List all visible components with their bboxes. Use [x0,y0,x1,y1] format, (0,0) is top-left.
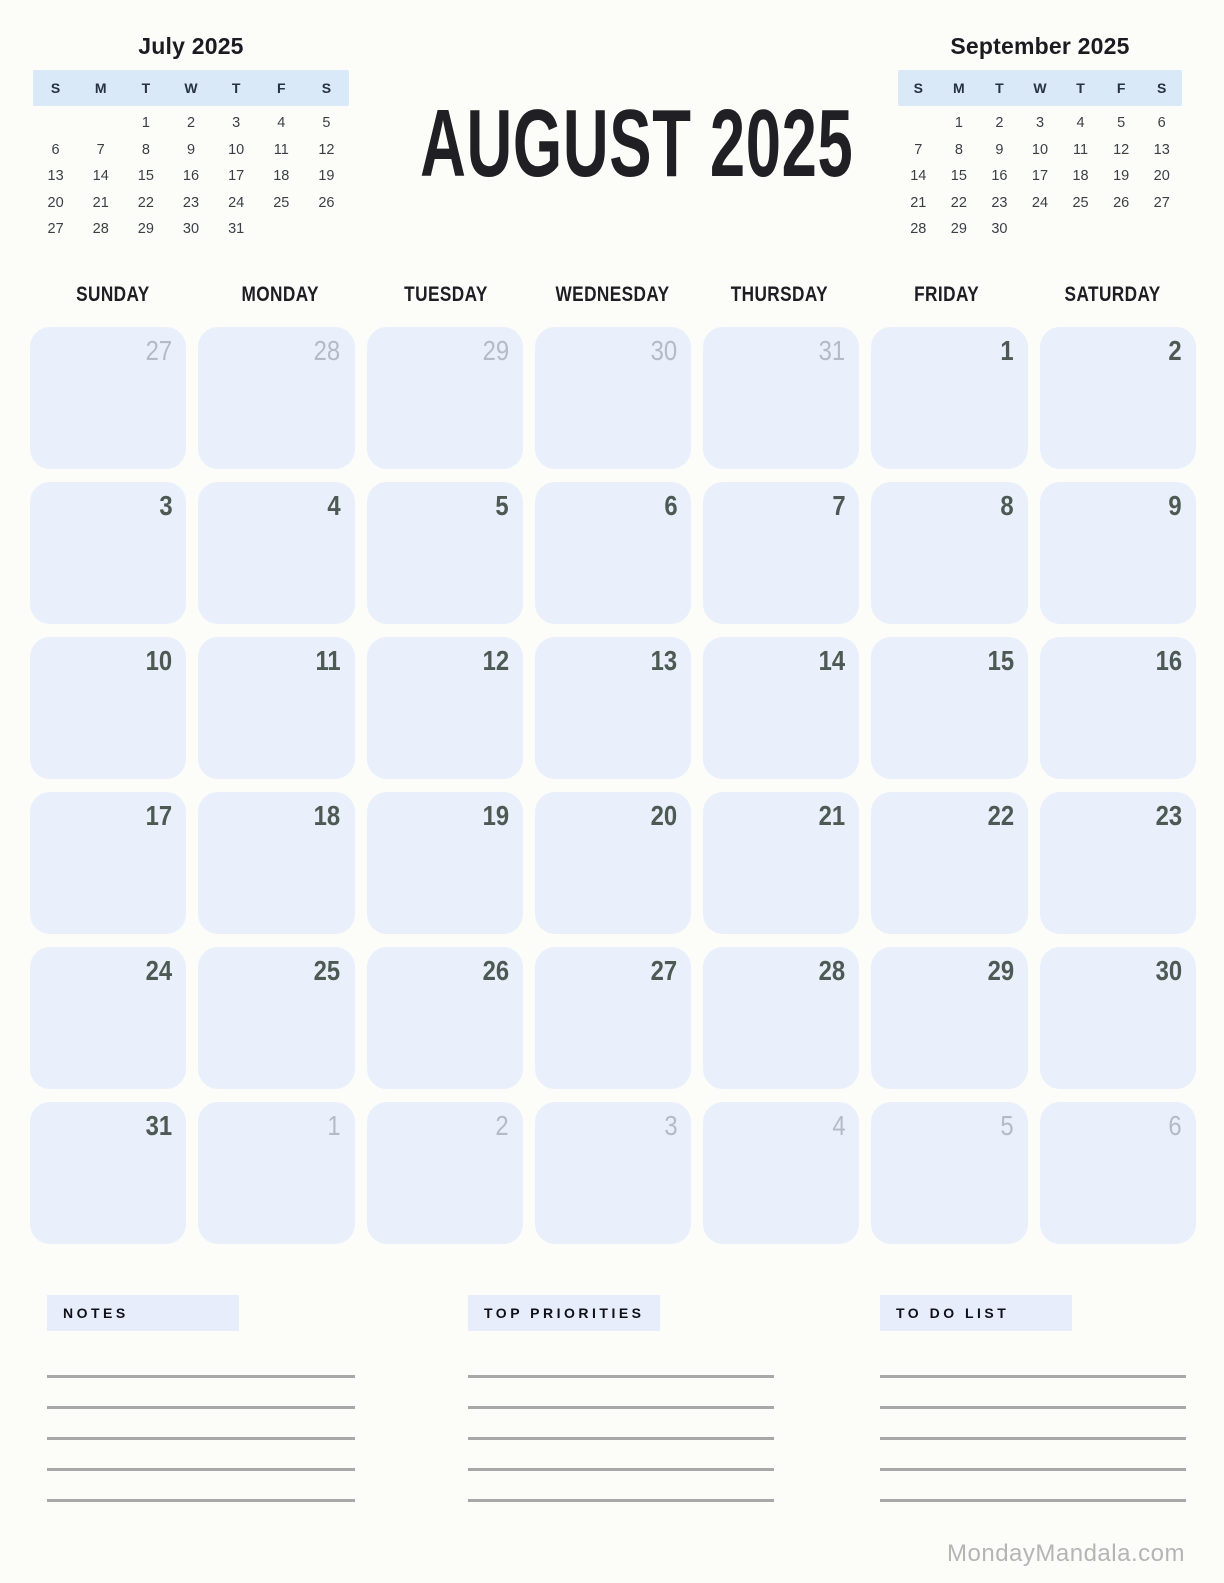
section-label: TO DO LIST [896,1305,1010,1321]
mini-day-number: 13 [1153,141,1170,158]
mini-day-number: 7 [914,141,923,158]
mini-calendar-september [898,30,1182,243]
weekday-header-label: MONDAY [241,283,319,306]
day-cell-8 [871,482,1027,624]
day-cell-6-outside [1040,1102,1196,1244]
day-cell-2-outside [367,1102,523,1244]
writing-line [880,1499,1186,1502]
weekday-header-friday [863,283,1030,307]
day-cell-10 [30,637,186,779]
day-cell-14 [703,637,859,779]
mini-day-number: 22 [137,194,154,211]
mini-day-number: 4 [277,115,286,132]
mini-day-number: 3 [232,115,241,132]
mini-weekday-label: T [141,80,151,96]
day-cell-17 [30,792,186,934]
mini-weekday-label: S [321,80,332,96]
day-number: 3 [159,490,173,521]
mini-day-number: 16 [182,168,200,185]
day-number: 27 [650,955,678,986]
writing-lines [880,1375,1186,1502]
section-label: TOP PRIORITIES [484,1305,645,1321]
mini-calendar-title-july: July 2025 [138,33,244,59]
day-cell-18 [198,792,354,934]
weekday-header-label: TUESDAY [404,283,489,306]
day-number: 2 [1168,335,1182,366]
mini-day-number: 23 [991,194,1008,211]
mini-day-number: 28 [910,221,927,238]
day-cell-16 [1040,637,1196,779]
day-cell-29 [871,947,1027,1089]
mini-day-number: 23 [182,194,200,211]
mini-day-number: 14 [910,168,927,185]
day-number: 2 [495,1110,509,1141]
writing-line [468,1468,774,1471]
mini-day-number: 17 [1031,168,1049,185]
section-label-chip [47,1295,239,1331]
writing-lines [47,1375,355,1502]
section-label: NOTES [63,1305,129,1321]
mini-day-number: 22 [950,194,967,211]
day-cell-7 [703,482,859,624]
mini-day-number: 20 [47,194,64,211]
mini-calendar-title-september: September 2025 [950,33,1130,59]
day-cell-29-outside [367,327,523,469]
day-number: 20 [650,800,678,831]
mini-day-number: 24 [1031,194,1049,211]
day-number: 28 [818,955,846,986]
day-number: 25 [314,955,341,986]
mini-day-number: 27 [1153,194,1170,211]
day-cell-1 [871,327,1027,469]
page-title: AUGUST 2025 [420,90,854,197]
day-number: 6 [1168,1110,1182,1141]
mini-day-number: 21 [910,194,927,211]
day-cell-27-outside [30,327,186,469]
mini-weekday-label: T [1076,80,1085,96]
day-number: 12 [482,645,509,676]
day-cell-30-outside [535,327,691,469]
mini-day-number: 8 [141,141,150,158]
day-number: 11 [315,645,341,676]
day-cell-3 [30,482,186,624]
day-number: 27 [145,335,173,366]
mini-day-number: 1 [141,115,150,132]
mini-weekday-label: M [94,80,107,96]
mini-weekday-label: S [913,80,923,96]
day-number: 1 [1000,335,1014,366]
mini-day-number: 4 [1076,115,1085,132]
mini-day-number: 15 [137,168,154,185]
day-number: 8 [1000,490,1014,521]
mini-day-number: 29 [137,221,154,238]
mini-day-number: 1 [954,115,963,132]
day-number: 4 [327,490,341,521]
day-number: 24 [145,955,173,986]
writing-line [880,1468,1186,1471]
day-number: 28 [314,335,341,366]
day-cell-19 [367,792,523,934]
writing-line [47,1468,355,1471]
mini-weekday-label: W [1033,80,1047,96]
day-cell-24 [30,947,186,1089]
mini-day-number: 19 [318,168,335,185]
weekday-header-monday [197,283,364,307]
day-number: 9 [1168,490,1182,521]
mini-days-grid [898,110,1182,243]
top-priorities-section [468,1295,774,1530]
mini-day-number: 31 [228,221,245,238]
day-number: 16 [1155,645,1182,676]
writing-line [47,1499,355,1502]
mini-day-number: 6 [1157,115,1166,132]
mini-day-number: 10 [228,141,245,158]
day-cell-28-outside [198,327,354,469]
mini-day-number: 5 [322,115,331,132]
section-label-chip [468,1295,660,1331]
weekday-header-tuesday [363,283,530,307]
day-cell-13 [535,637,691,779]
day-number: 6 [663,490,678,521]
day-cell-21 [703,792,859,934]
day-cell-25 [198,947,354,1089]
mini-day-number: 5 [1117,115,1126,132]
writing-line [880,1437,1186,1440]
mini-day-number: 8 [954,141,963,158]
writing-line [468,1437,774,1440]
mini-day-number: 6 [51,141,60,158]
day-number: 26 [482,955,509,986]
mini-day-number: 27 [47,221,64,238]
day-number: 29 [482,335,509,366]
writing-lines [468,1375,774,1502]
notes-section [47,1295,355,1530]
day-cell-2 [1040,327,1196,469]
day-cell-30 [1040,947,1196,1089]
mini-day-number: 28 [92,221,109,238]
writing-line [468,1499,774,1502]
day-cell-15 [871,637,1027,779]
day-cell-26 [367,947,523,1089]
mini-day-number: 25 [273,194,290,211]
mini-day-number: 13 [47,168,64,185]
day-number: 22 [987,800,1014,831]
day-number: 7 [832,490,846,521]
mini-day-number: 11 [273,141,289,158]
to-do-list-section [880,1295,1186,1530]
mini-weekday-header-row [898,70,1182,106]
day-cell-5-outside [871,1102,1027,1244]
day-number: 19 [482,800,509,831]
mini-day-number: 9 [995,141,1004,158]
mini-weekday-label: T [231,80,241,96]
mini-weekday-label: W [184,80,198,96]
day-number: 21 [818,800,846,831]
weekday-header-label: THURSDAY [730,283,829,306]
day-cell-27 [535,947,691,1089]
day-number: 5 [495,490,509,521]
day-cell-23 [1040,792,1196,934]
month-grid [30,327,1196,1244]
mini-day-number: 21 [92,194,109,211]
mini-day-number: 30 [991,221,1008,238]
mini-day-number: 2 [186,115,196,132]
day-number: 5 [1000,1110,1014,1141]
day-cell-3-outside [535,1102,691,1244]
day-cell-4-outside [703,1102,859,1244]
day-number: 30 [1155,955,1182,986]
site-credit: MondayMandala.com [947,1540,1185,1567]
day-cell-9 [1040,482,1196,624]
mini-day-number: 18 [273,168,290,185]
day-number: 1 [327,1110,341,1141]
day-cell-5 [367,482,523,624]
weekday-header-label: SATURDAY [1064,283,1161,306]
day-number: 29 [987,955,1014,986]
mini-day-number: 12 [1113,141,1130,158]
day-number: 3 [663,1110,678,1141]
day-number: 30 [650,335,678,366]
mini-day-number: 30 [182,221,200,238]
writing-line [47,1437,355,1440]
weekday-header-label: SUNDAY [76,283,151,306]
mini-weekday-label: M [953,80,965,96]
day-cell-4 [198,482,354,624]
mini-calendar-july [33,30,349,243]
weekday-header-thursday [696,283,863,307]
day-cell-11 [198,637,354,779]
weekday-header-label: WEDNESDAY [555,283,671,306]
day-cell-22 [871,792,1027,934]
weekday-header-wednesday [530,283,697,307]
mini-day-number: 26 [318,194,335,211]
mini-day-number: 19 [1113,168,1130,185]
writing-line [47,1375,355,1378]
mini-day-number: 12 [318,141,335,158]
writing-line [880,1375,1186,1378]
weekday-header-label: FRIDAY [913,283,979,306]
day-number: 10 [145,645,173,676]
weekday-header-row [30,283,1196,307]
mini-weekday-label: S [1157,80,1167,96]
mini-day-number: 14 [92,168,109,185]
day-number: 17 [145,800,173,831]
day-number: 14 [818,645,846,676]
day-cell-28 [703,947,859,1089]
mini-weekday-label: T [995,80,1004,96]
writing-line [47,1406,355,1409]
mini-day-number: 18 [1072,168,1089,185]
writing-line [468,1375,774,1378]
writing-line [880,1406,1186,1409]
mini-day-number: 3 [1035,115,1045,132]
mini-day-number: 2 [995,115,1004,132]
section-label-chip [880,1295,1072,1331]
mini-day-number: 7 [96,141,105,158]
mini-day-number: 17 [228,168,245,185]
day-cell-1-outside [198,1102,354,1244]
mini-day-number: 20 [1153,168,1170,185]
mini-day-number: 24 [228,194,245,211]
mini-day-number: 25 [1072,194,1089,211]
writing-line [468,1406,774,1409]
mini-day-number: 11 [1073,141,1089,158]
day-number: 18 [314,800,341,831]
day-cell-31-outside [703,327,859,469]
mini-weekday-label: F [276,80,286,96]
mini-day-number: 15 [950,168,967,185]
day-number: 23 [1155,800,1182,831]
day-number: 31 [818,335,846,366]
day-cell-31 [30,1102,186,1244]
mini-weekday-label: F [1116,80,1126,96]
day-number: 31 [145,1110,173,1141]
weekday-header-saturday [1029,283,1196,307]
day-number: 13 [650,645,678,676]
day-cell-6 [535,482,691,624]
mini-weekday-label: S [50,80,61,96]
mini-day-number: 26 [1113,194,1130,211]
day-cell-20 [535,792,691,934]
day-number: 15 [987,645,1014,676]
day-cell-12 [367,637,523,779]
mini-day-number: 10 [1031,141,1049,158]
mini-weekday-header-row [33,70,349,106]
day-number: 4 [832,1110,846,1141]
mini-days-grid [33,110,349,243]
weekday-header-sunday [30,283,197,307]
mini-day-number: 16 [991,168,1008,185]
mini-day-number: 29 [950,221,967,238]
mini-day-number: 9 [186,141,196,158]
